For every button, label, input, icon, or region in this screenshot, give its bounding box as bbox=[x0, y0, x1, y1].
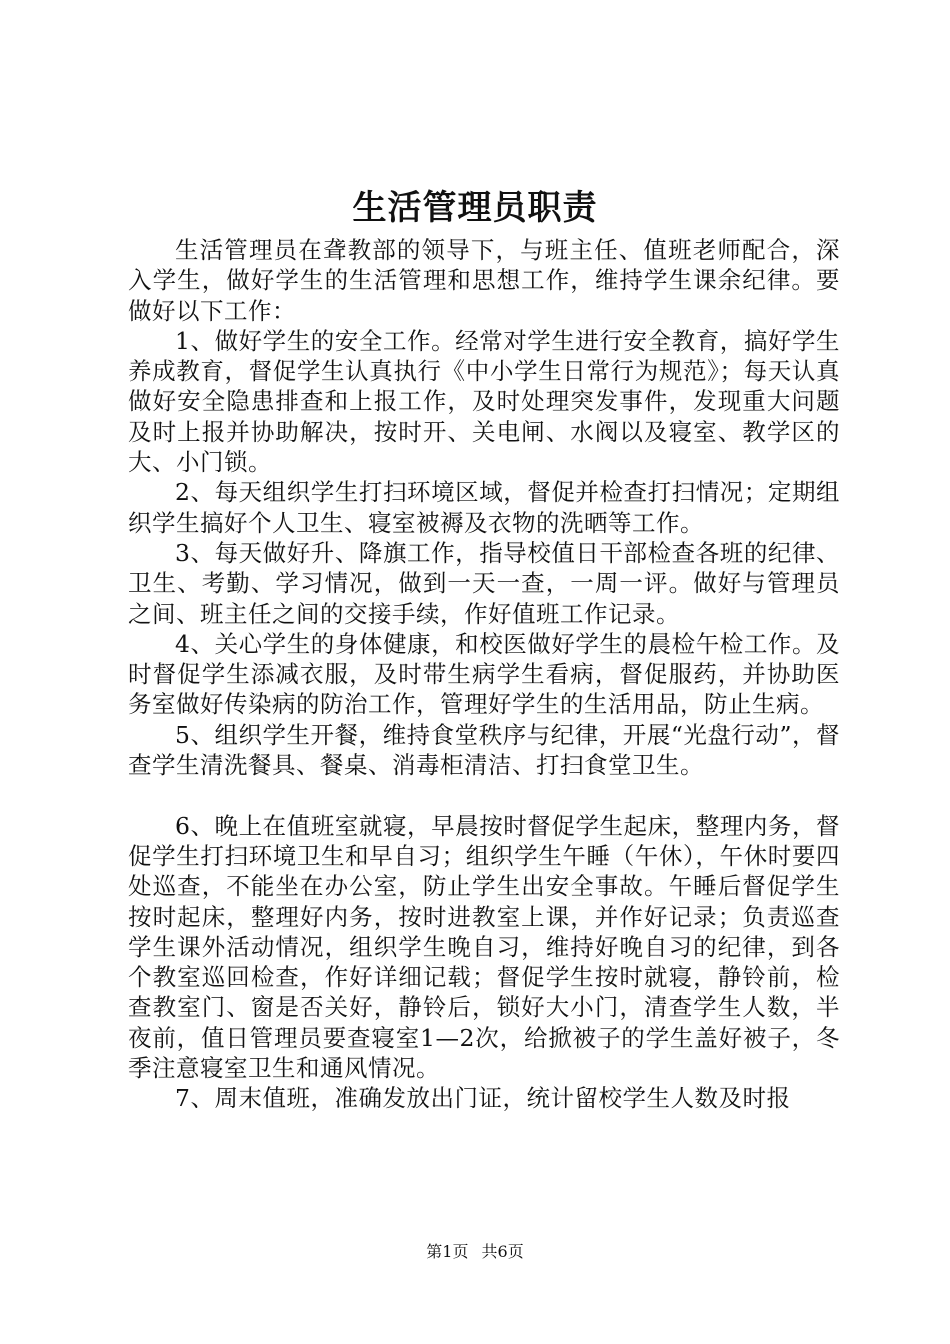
intro-paragraph: 生活管理员在聋教部的领导下，与班主任、值班老师配合，深入学生，做好学生的生活管理和思想工作，维持学生课余纪律。要做好以下工作： bbox=[128, 236, 840, 325]
duty-paragraph-4: 4、关心学生的身体健康，和校医做好学生的晨检午检工作。及时督促学生添减衣服，及时带生病学生看病，督促服药，并协助医务室做好传染病的防治工作，管理好学生的生活用品，防止生病。 bbox=[128, 629, 840, 719]
page-footer bbox=[0, 1240, 950, 1264]
duty-paragraph-3: 3、每天做好升、降旗工作，指导校值日干部检查各班的纪律、卫生、考勤、学习情况，做到一天一查，一周一评。做好与管理员之间、班主任之间的交接手续，作好值班工作记录。 bbox=[128, 538, 840, 628]
page-title: 生活管理员职责 bbox=[352, 188, 598, 228]
duty-paragraph-7: 7、周末值班，准确发放出门证，统计留校学生人数及时报 bbox=[175, 1084, 791, 1113]
duty-paragraph-2: 2、每天组织学生打扫环境区域，督促并检查打扫情况；定期组织学生搞好个人卫生、寝室被褥及衣物的洗晒等工作。 bbox=[128, 478, 840, 537]
duty-paragraph-5: 5、组织学生开餐，维持食堂秩序与纪律，开展“光盘行动”，督查学生清洗餐具、餐桌、消毒柜清洁、打扫食堂卫生。 bbox=[128, 720, 840, 780]
page-total: 共6页 bbox=[481, 1242, 524, 1261]
duty-paragraph-6: 6、晚上在值班室就寝，早晨按时督促学生起床，整理内务，督促学生打扫环境卫生和早自习；组织学生午睡（午休），午休时要四处巡查，不能坐在办公室，防止学生出安全事故。午睡后督促学生按时起床，整理好内务，按时进教室上课，并作好记录；负责巡查学生课外活动情况，组织学生晚自习，维持好晚自习的纪律，到各个教室巡回检查，作好详细记载；督促学生按时就寝，静铃前，检查教室门、窗是否关好，静铃后，锁好大小门，清查学生人数，半夜前，值日管理员要查寝室1—2次，给掀被子的学生盖好被子，冬季注意寝室卫生和通风情况。 bbox=[128, 811, 840, 1083]
duty-paragraph-1: 1、做好学生的安全工作。经常对学生进行安全教育，搞好学生养成教育，督促学生认真执行《中小学生日常行为规范》；每天认真做好安全隐患排查和上报工作，及时处理突发事件，发现重大问题及时上报并协助解决，按时开、关电闸、水阀以及寝室、教学区的大、小门锁。 bbox=[128, 326, 840, 477]
page-number: 第1页 bbox=[426, 1242, 469, 1261]
document-body bbox=[128, 235, 840, 1114]
